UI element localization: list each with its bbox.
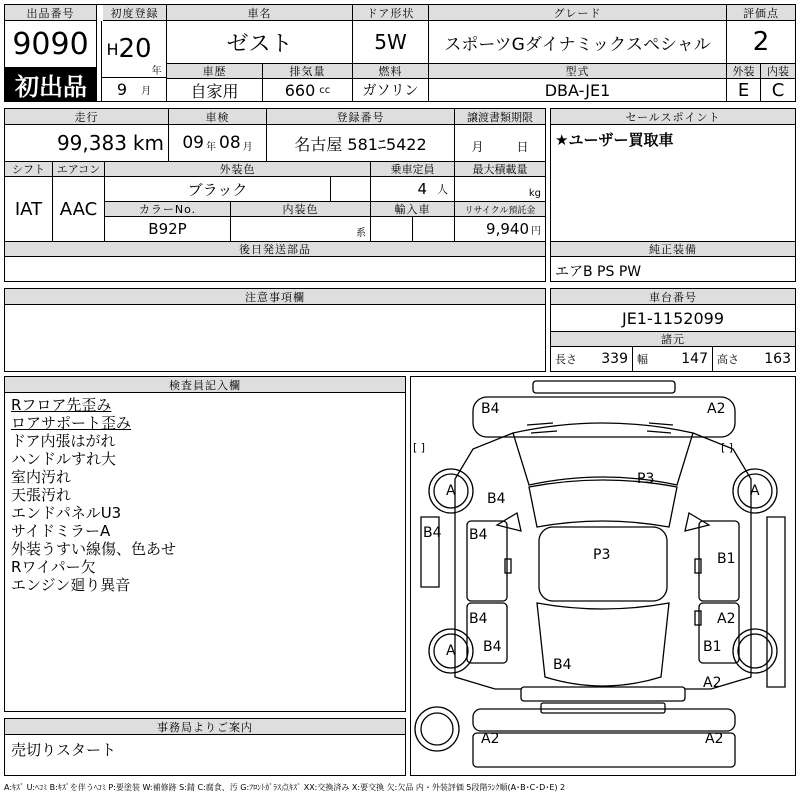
inspector-line: 天張汚れ (11, 486, 72, 504)
reg-no-label: 登録番号 (267, 109, 455, 125)
length-value: 339 (601, 351, 628, 367)
displacement-value (263, 79, 353, 101)
car-name-label: 車名 (167, 5, 353, 21)
width-value: 147 (681, 351, 708, 367)
mark-left-front-door: B4 (469, 527, 488, 543)
inspector-line: 外装うすい線傷、色あせ (11, 540, 177, 558)
inspection-year: 09 (182, 133, 204, 153)
chassis-block (550, 288, 796, 372)
mark-tire-fl: A (446, 483, 456, 499)
model-label: 型式 (429, 63, 727, 79)
mark-right-front-door: B1 (717, 551, 736, 567)
lot-number: 9090 (5, 21, 97, 67)
transfer-label: 譲渡書類期限 (455, 109, 545, 125)
inspection-value (169, 125, 267, 161)
selling-points-text: ★ユーザー買取車 (555, 131, 674, 149)
import-label: 輸入車 (371, 201, 455, 217)
inspector-line: Rワイパー欠 (11, 558, 96, 576)
import-value-2 (413, 217, 455, 241)
chassis-label: 車台番号 (551, 289, 795, 305)
mark-tire-fr: A (750, 483, 760, 499)
width-cell (633, 347, 713, 371)
legend: A:ｷｽﾞ U:ﾍｺﾐ B:ｷｽﾞを伴うﾍｺﾐ P:要塗装 W:補修跡 S:錆 C:腐食、汚 G:ﾌﾛﾝﾄｶﾞﾗｽ点ｷｽﾞ XX:交換済み X:要交換 欠:欠品 内・外装評価 5段階ﾗﾝｸ順(A･B･C･D･E) 2 (4, 783, 566, 792)
inspection-month: 08 (219, 133, 241, 153)
car-outline-diagram (411, 377, 795, 775)
mark-windshield: P3 (637, 471, 655, 487)
month-unit: 月 (141, 86, 152, 97)
damage-diagram (410, 376, 796, 776)
inspector-line: エンジン廻り異音 (11, 576, 131, 594)
mark-rear-glass: B4 (553, 657, 572, 673)
first-reg-month (101, 77, 167, 101)
bracket-left: [ ] (413, 441, 426, 454)
first-reg-label: 初度登録 (103, 5, 167, 21)
int-color-suffix: 系 (356, 228, 366, 239)
lot-label: 出品番号 (5, 5, 97, 21)
recycle-label: リサイクル預託金 (455, 201, 545, 217)
mark-hood: B4 (487, 491, 506, 507)
office-block (4, 718, 406, 776)
score-label: 評価点 (727, 5, 795, 21)
color-no-value: B92P (105, 217, 231, 241)
inspection-label: 車検 (169, 109, 267, 125)
inspector-line: 室内汚れ (11, 468, 72, 486)
int-color-label: 内装色 (231, 201, 371, 217)
height-value: 163 (764, 351, 791, 367)
displacement-label: 排気量 (263, 63, 353, 79)
mark-tire-rl: A (446, 643, 456, 659)
inspector-label: 検査員記入欄 (5, 377, 405, 393)
interior-grade-label: 内装 (761, 63, 795, 79)
mark-left-quarter: B4 (483, 639, 502, 655)
mark-left-rear-door: B4 (469, 611, 488, 627)
color-no-label: カラーNo. (105, 201, 231, 217)
ac-label: エアコン (53, 161, 105, 177)
capacity-unit: 人 (437, 183, 448, 196)
year-unit: 年 (151, 66, 162, 77)
equipment-text: エアB PS PW (555, 264, 642, 280)
inspection-year-unit: 年 (206, 142, 216, 153)
mileage-number: 99,383 (56, 131, 127, 155)
exterior-grade-value: E (727, 79, 761, 101)
later-parts-value (5, 257, 545, 281)
height-cell (713, 347, 795, 371)
inspector-line: ロアサポート歪み (11, 414, 132, 432)
ac-value: AAC (53, 177, 105, 241)
import-value (371, 217, 413, 241)
mileage-unit: km (132, 131, 164, 155)
mileage-value (5, 125, 169, 161)
shift-label: シフト (5, 161, 53, 177)
car-name: ゼスト (167, 21, 353, 63)
grade-label: グレード (429, 5, 727, 21)
equipment-label: 純正装備 (551, 241, 795, 257)
load-value (455, 177, 545, 201)
mark-right-quarter: B1 (703, 639, 722, 655)
inspector-block (4, 376, 406, 712)
grade-value: スポーツGダイナミックスペシャル (429, 21, 727, 63)
height-label: 高さ (717, 353, 739, 366)
bracket-right: [ ] (721, 441, 734, 454)
inspector-lines (11, 396, 176, 594)
mark-front-right: A2 (707, 401, 726, 417)
inspector-line: ハンドルすれ大 (11, 450, 117, 468)
shift-value: IAT (5, 177, 53, 241)
recycle-unit: 円 (531, 225, 541, 237)
inspector-line: Rフロア先歪み (11, 396, 112, 414)
reg-no-value: 名古屋 581ﾆ5422 (267, 125, 455, 161)
office-text: 売切りスタート (11, 741, 117, 759)
score-value: 2 (752, 27, 770, 57)
later-parts-label: 後日発送部品 (5, 241, 545, 257)
capacity-label: 乗車定員 (371, 161, 455, 177)
first-listing-badge: 初出品 (5, 67, 97, 101)
first-reg-year (101, 21, 167, 77)
fuel-value: ガソリン (353, 79, 429, 101)
office-label: 事務局よりご案内 (5, 719, 405, 735)
inspector-line: エンドパネルU3 (11, 504, 122, 522)
width-label: 幅 (637, 353, 648, 366)
fuel-label: 燃料 (353, 63, 429, 79)
header-block (4, 4, 796, 102)
inspector-line: ドア内張はがれ (11, 432, 116, 450)
door-value: 5W (353, 21, 429, 63)
int-color-value (231, 217, 371, 241)
load-unit: kg (528, 188, 541, 199)
inspection-month-unit: 月 (242, 142, 253, 153)
history-value: 自家用 (167, 79, 263, 101)
mark-rear-left: A2 (481, 731, 500, 747)
selling-points-block (550, 108, 796, 282)
ext-color-extra (331, 177, 371, 201)
mark-rear-right: A2 (705, 731, 724, 747)
first-reg-era: H (106, 39, 119, 59)
mark-right-rear-door: A2 (717, 611, 736, 627)
mileage-label: 走行 (5, 109, 169, 125)
details-block (4, 108, 546, 282)
mark-right-rear: A2 (703, 675, 722, 691)
history-label: 車歴 (167, 63, 263, 79)
displacement-unit: cc (319, 84, 331, 96)
first-reg-year-value: 20 (118, 34, 152, 64)
transfer-value (455, 125, 545, 161)
transfer-month-unit: 月 (471, 140, 484, 154)
ext-color-label: 外装色 (105, 161, 371, 177)
door-label: ドア形状 (353, 5, 429, 21)
ext-color-value: ブラック (105, 177, 331, 201)
caution-label: 注意事項欄 (5, 289, 545, 305)
caution-block (4, 288, 546, 372)
model-value: DBA-JE1 (429, 79, 727, 101)
exterior-grade-label: 外装 (727, 63, 761, 79)
capacity-number: 4 (417, 180, 427, 198)
displacement-number: 660 (284, 80, 316, 100)
mark-front-left: B4 (481, 401, 500, 417)
recycle-number: 9,940 (486, 220, 529, 238)
load-label: 最大積載量 (455, 161, 545, 177)
length-cell (551, 347, 633, 371)
recycle-value (455, 217, 545, 241)
transfer-day-unit: 日 (516, 140, 529, 154)
specs-label: 諸元 (551, 331, 795, 347)
capacity-value (371, 177, 455, 201)
interior-grade-value: C (771, 79, 785, 101)
chassis-number: JE1-1152099 (621, 308, 725, 328)
first-reg-month-value: 9 (116, 80, 128, 99)
selling-points-label: セールスポイント (551, 109, 795, 125)
inspector-line: サイドミラーA (11, 522, 111, 540)
mark-left-fender: B4 (423, 525, 442, 541)
length-label: 長さ (555, 353, 577, 366)
mark-roof: P3 (593, 547, 611, 563)
